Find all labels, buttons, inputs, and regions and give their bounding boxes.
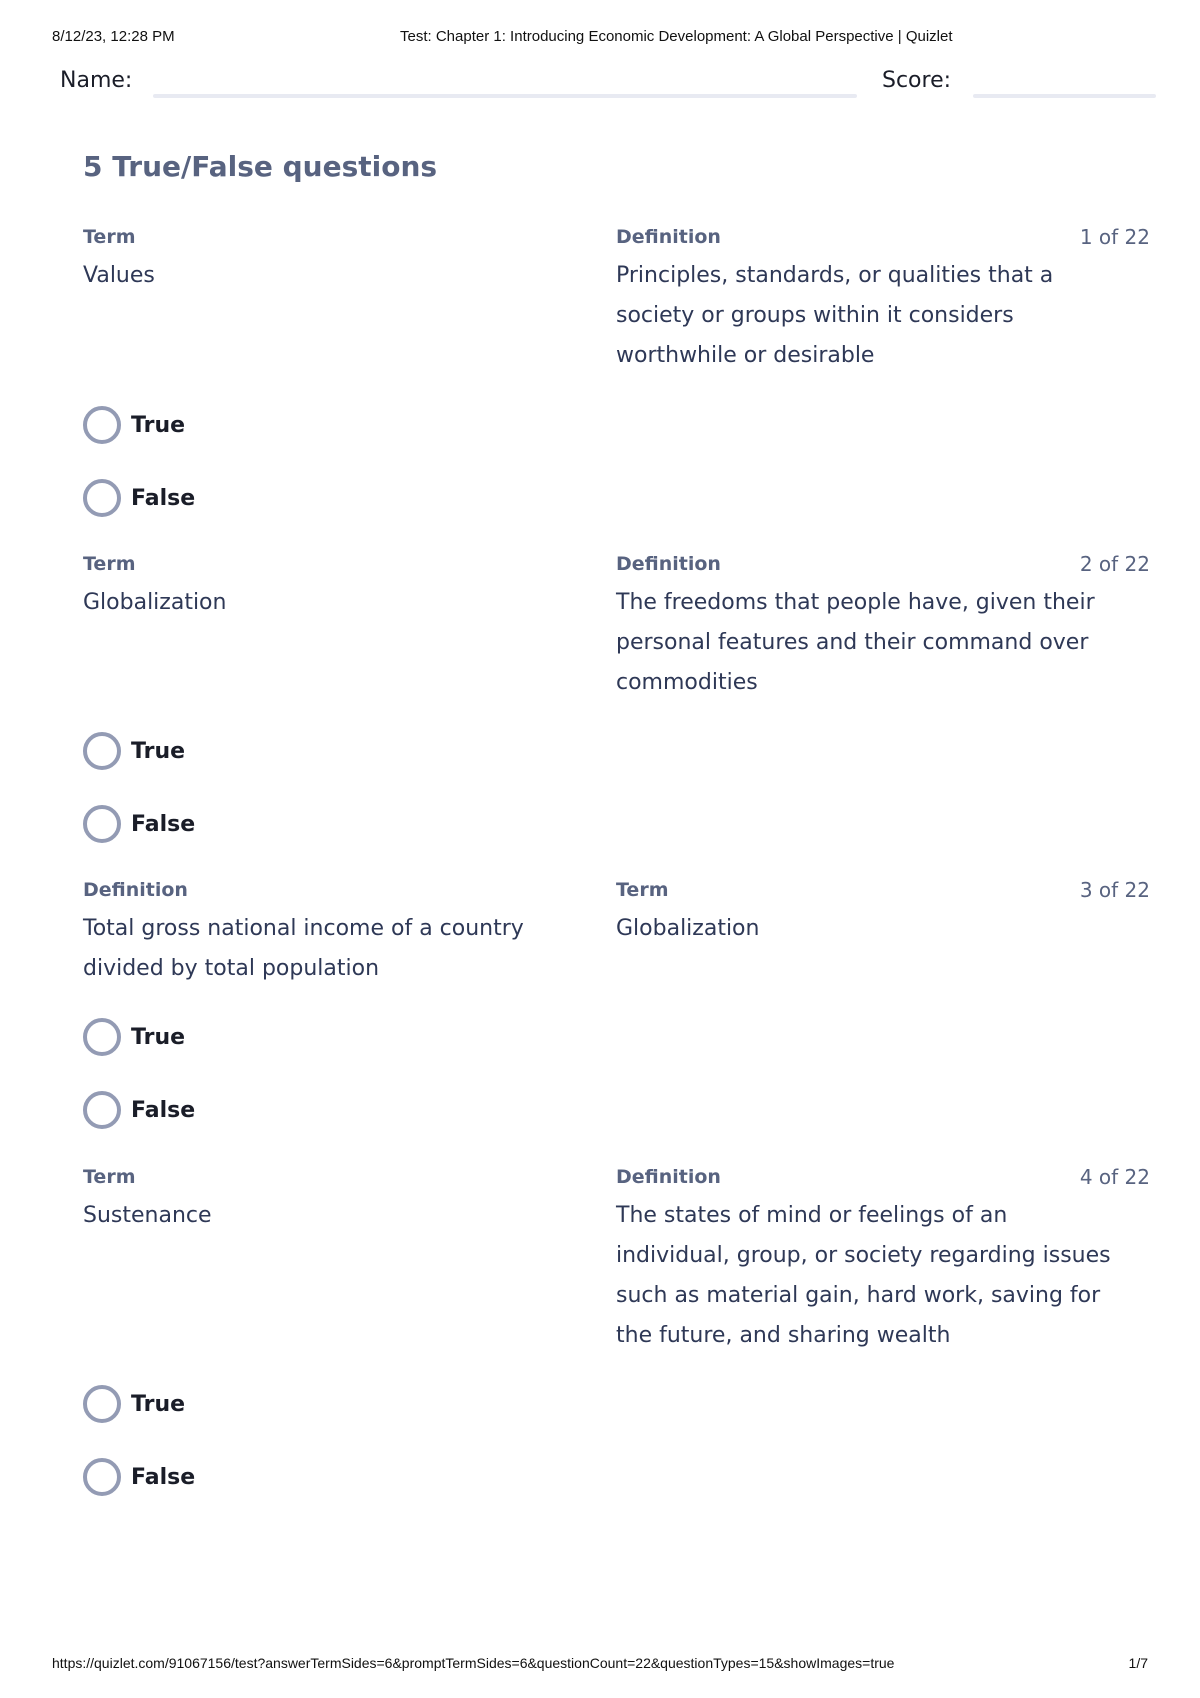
name-label: Name: <box>60 68 133 93</box>
prompt-text: Globalization <box>83 590 227 615</box>
answer-text: The freedoms that people have, given their personal features and their command over commodities <box>616 590 1095 695</box>
true-option[interactable] <box>83 405 185 445</box>
question-counter: 4 of 22 <box>1079 1165 1150 1189</box>
question-card <box>83 1162 1150 1492</box>
radio-button[interactable] <box>83 1458 121 1496</box>
print-footer <box>52 1655 1148 1675</box>
score-label: Score: <box>882 68 952 93</box>
question-card <box>83 875 1150 1125</box>
false-option[interactable] <box>83 1457 195 1497</box>
question-prompt <box>83 875 533 989</box>
radio-button[interactable] <box>83 1018 121 1056</box>
prompt-text: Total gross national income of a country divided by total population <box>83 916 524 981</box>
answer-label: Definition <box>616 1166 721 1188</box>
question-card <box>83 549 1150 837</box>
question-answer <box>616 549 1116 703</box>
answer-label: Definition <box>616 553 721 575</box>
print-datetime: 8/12/23, 12:28 PM <box>52 28 175 45</box>
prompt-label: Term <box>83 226 136 248</box>
question-counter: 1 of 22 <box>1079 225 1150 249</box>
print-header <box>52 28 1148 48</box>
name-score-row <box>60 64 1148 104</box>
true-label: True <box>131 738 186 764</box>
question-prompt <box>83 549 533 623</box>
true-option[interactable] <box>83 731 185 771</box>
print-page-title: Test: Chapter 1: Introducing Economic Development: A Global Perspective | Quizlet <box>400 28 953 45</box>
true-option[interactable] <box>83 1384 185 1424</box>
question-counter: 3 of 22 <box>1079 878 1150 902</box>
radio-button[interactable] <box>83 479 121 517</box>
radio-button[interactable] <box>83 1091 121 1129</box>
question-prompt <box>83 1162 533 1236</box>
radio-button[interactable] <box>83 1385 121 1423</box>
question-card <box>83 222 1150 511</box>
radio-button[interactable] <box>83 732 121 770</box>
prompt-text: Values <box>83 263 155 288</box>
prompt-label: Term <box>83 553 136 575</box>
question-answer <box>616 1162 1116 1356</box>
page-url: https://quizlet.com/91067156/test?answerTermSides=6&promptTermSides=6&questionCount=22&questionTypes=15&showImages=true <box>52 1655 895 1671</box>
true-label: True <box>131 1024 186 1050</box>
true-option[interactable] <box>83 1017 185 1057</box>
false-label: False <box>131 811 196 837</box>
prompt-label: Term <box>83 1166 136 1188</box>
radio-button[interactable] <box>83 805 121 843</box>
false-label: False <box>131 1097 196 1123</box>
question-prompt <box>83 222 533 296</box>
answer-text: Principles, standards, or qualities that a society or groups within it considers worthwhile or desirable <box>616 263 1054 368</box>
true-label: True <box>131 1391 186 1417</box>
section-title: 5 True/False questions <box>83 150 438 183</box>
question-answer <box>616 875 1116 949</box>
true-label: True <box>131 412 186 438</box>
false-label: False <box>131 485 196 511</box>
question-counter: 2 of 22 <box>1079 552 1150 576</box>
false-option[interactable] <box>83 1090 195 1130</box>
answer-text: The states of mind or feelings of an individual, group, or society regarding issues such as material gain, hard work, saving for the future, and sharing wealth <box>616 1203 1111 1348</box>
score-field[interactable] <box>973 94 1156 98</box>
prompt-label: Definition <box>83 879 188 901</box>
answer-label: Term <box>616 879 669 901</box>
radio-button[interactable] <box>83 406 121 444</box>
prompt-text: Sustenance <box>83 1203 212 1228</box>
false-label: False <box>131 1464 196 1490</box>
false-option[interactable] <box>83 478 195 518</box>
false-option[interactable] <box>83 804 195 844</box>
question-answer <box>616 222 1116 376</box>
answer-label: Definition <box>616 226 721 248</box>
name-field[interactable] <box>153 94 857 98</box>
answer-text: Globalization <box>616 916 760 941</box>
page-number: 1/7 <box>1128 1655 1148 1671</box>
